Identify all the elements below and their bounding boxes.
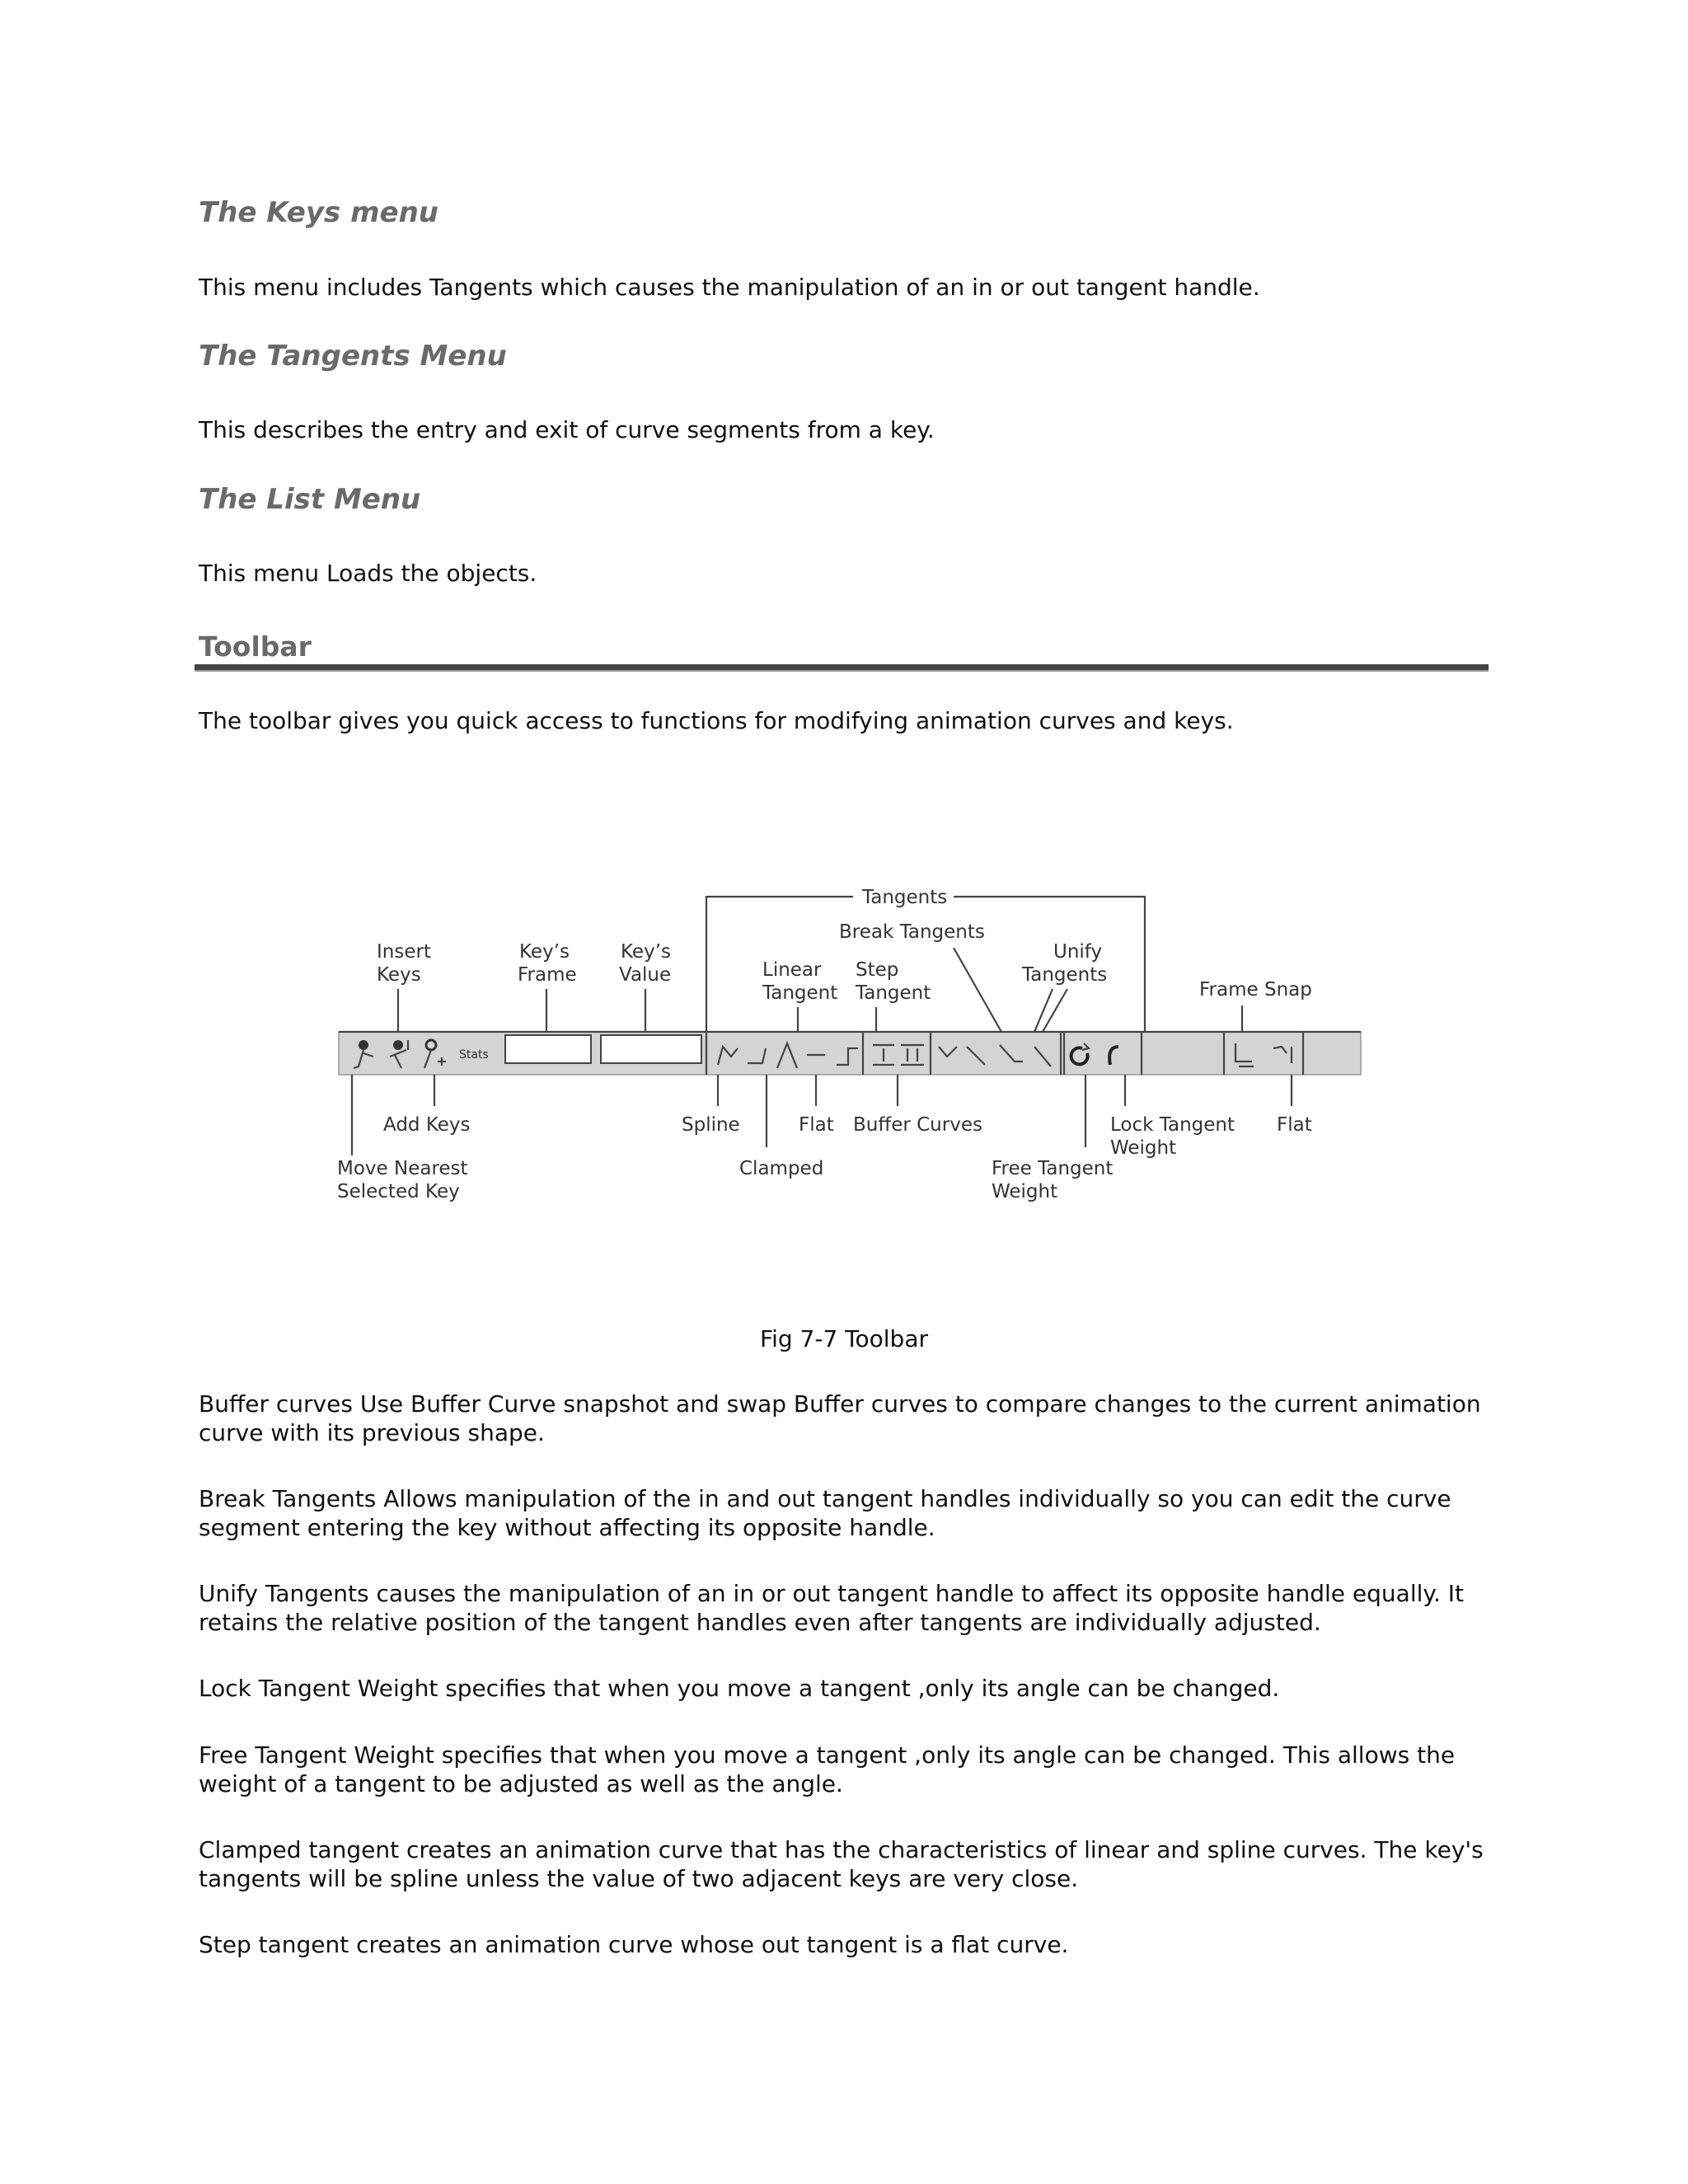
label-keys-frame-2: Frame	[518, 964, 577, 986]
label-step-tangent-1: Step	[856, 959, 899, 981]
label-insert-keys-2: Keys	[377, 964, 421, 986]
toolbar-figure	[326, 874, 1372, 1220]
stats-label: Stats	[459, 1048, 489, 1062]
label-spline: Spline	[682, 1114, 740, 1136]
tangents-menu-heading: The Tangents Menu	[199, 340, 507, 373]
desc-break-tangents: Break Tangents Allows manipulation of the in and out tangent handles individually so you can edit the curve segment entering the key without affecting its opposite handle.	[199, 1485, 1451, 1541]
desc-unify-tangents: Unify Tangents causes the manipulation of an in or out tangent handle to affect its opposite handle equally. It retains the relative position of the tangent handles even after tangents are individually adjusted.	[199, 1580, 1464, 1636]
list-menu-text: This menu Loads the objects.	[199, 560, 537, 587]
label-keys-value-1: Key’s	[621, 941, 671, 963]
label-step-tangent-2: Tangent	[856, 982, 931, 1004]
label-break-tangents: Break Tangents	[839, 921, 985, 943]
label-linear-tangent-1: Linear	[762, 959, 822, 981]
label-frame-snap: Frame Snap	[1199, 979, 1312, 1001]
toolbar-intro: The toolbar gives you quick access to functions for modifying animation curves and keys.	[199, 707, 1234, 734]
desc-lock-tangent-weight: Lock Tangent Weight specifies that when you move a tangent ,only its angle can be changed.	[199, 1675, 1280, 1702]
label-linear-tangent-2: Tangent	[762, 982, 838, 1004]
label-buffer-curves: Buffer Curves	[853, 1114, 982, 1136]
label-flat-right: Flat	[1277, 1114, 1312, 1136]
keys-menu-text: This menu includes Tangents which causes the manipulation of an in or out tangent handle.	[199, 274, 1260, 301]
label-lock-tangent-1: Lock Tangent	[1110, 1114, 1236, 1136]
label-add-keys: Add Keys	[383, 1114, 471, 1136]
tangents-menu-text: This describes the entry and exit of curve segments from a key.	[199, 416, 935, 443]
section-divider	[195, 664, 1489, 670]
desc-step-tangent: Step tangent creates an animation curve whose out tangent is a flat curve.	[199, 1931, 1069, 1958]
unify-tangents-leader-2	[1043, 989, 1067, 1032]
label-keys-value-2: Value	[619, 964, 672, 986]
label-unify-tangents-2: Tangents	[1022, 964, 1108, 986]
label-tangents: Tangents	[862, 887, 948, 908]
unify-tangents-leader	[1034, 989, 1053, 1032]
label-insert-keys-1: Insert	[377, 941, 431, 963]
desc-buffer-curves: Buffer curves Use Buffer Curve snapshot and swap Buffer curves to compare changes to the current animation curve with its previous shape.	[199, 1390, 1481, 1446]
toolbar-strip	[339, 1032, 1361, 1075]
toolbar-heading: Toolbar	[199, 630, 312, 663]
label-keys-frame-1: Key’s	[519, 941, 570, 963]
label-move-nearest-2: Selected Key	[337, 1181, 460, 1202]
desc-clamped: Clamped tangent creates an animation curve that has the characteristics of linear and spline curves. The key's tangents will be spline unless the value of two adjacent keys are very close.	[199, 1836, 1484, 1892]
keys-menu-heading: The Keys menu	[199, 196, 438, 229]
label-free-tangent-1: Free Tangent	[992, 1158, 1114, 1179]
desc-free-tangent-weight: Free Tangent Weight specifies that when you move a tangent ,only its angle can be changed. This allows the weight of a tangent to be adjusted as well as the angle.	[199, 1741, 1456, 1797]
label-clamped: Clamped	[739, 1158, 824, 1179]
keys-frame-field[interactable]	[505, 1035, 591, 1063]
label-free-tangent-2: Weight	[992, 1181, 1058, 1202]
list-menu-heading: The List Menu	[199, 483, 421, 516]
label-unify-tangents-1: Unify	[1053, 941, 1103, 963]
label-flat: Flat	[799, 1114, 834, 1136]
label-lock-tangent-2: Weight	[1110, 1137, 1177, 1159]
label-move-nearest-1: Move Nearest	[337, 1158, 468, 1179]
figure-caption: Fig 7-7 Toolbar	[760, 1325, 928, 1352]
break-tangents-leader	[954, 948, 1001, 1032]
keys-value-field[interactable]	[601, 1035, 701, 1063]
